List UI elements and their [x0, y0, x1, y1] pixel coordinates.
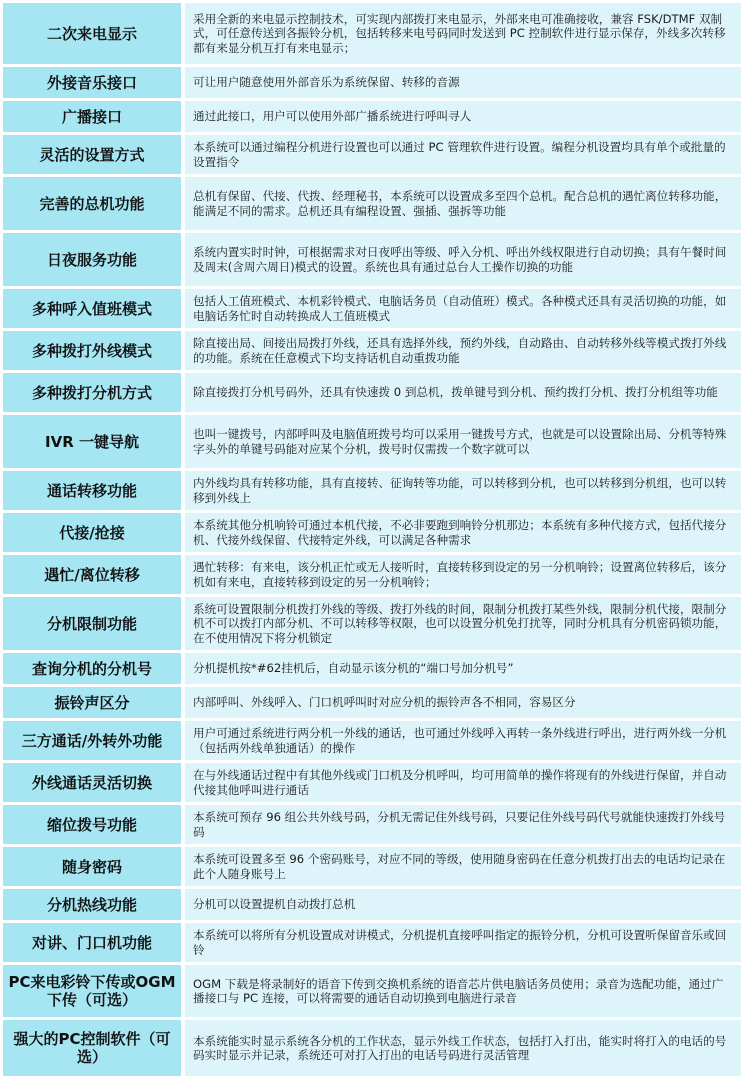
- feature-name: 对讲、门口机功能: [3, 923, 181, 962]
- feature-name: 分机热线功能: [3, 889, 181, 920]
- feature-name: 外接音乐接口: [3, 67, 181, 98]
- feature-description: 包括人工值班模式、本机彩铃模式、电脑话务员（自动值班）模式。各种模式还具有灵活切换的功能，如电脑话务忙时自动转换成人工值班模式: [185, 289, 741, 328]
- feature-description: 分机可以设置提机自动拨打总机: [185, 889, 741, 920]
- feature-description: 可让用户随意使用外部音乐为系统保留、转移的音源: [185, 67, 741, 98]
- feature-name: 三方通话/外转外功能: [3, 721, 181, 760]
- feature-description: 在与外线通话过程中有其他外线或门口机及分机呼叫，均可用简单的操作将现有的外线进行保留，并自动代接其他呼叫进行通话: [185, 763, 741, 802]
- feature-name: 强大的PC控制软件（可选）: [3, 1020, 181, 1076]
- feature-description: 用户可通过系统进行两分机一外线的通话，也可通过外线呼入再转一条外线进行呼出，进行两外线一分机（包括两外线单独通话）的操作: [185, 721, 741, 760]
- feature-name: 通话转移功能: [3, 471, 181, 510]
- feature-description: 本系统可设置多至 96 个密码账号，对应不同的等级，使用随身密码在任意分机拨打出去的电话均记录在此个人随身账号上: [185, 847, 741, 886]
- feature-name: 分机限制功能: [3, 597, 181, 650]
- feature-name: 日夜服务功能: [3, 233, 181, 286]
- feature-description: 除直接拨打分机号码外，还具有快速拨 0 到总机，拨单键号到分机、预约拨打分机、拨打分机组等功能: [185, 373, 741, 412]
- feature-description: 总机有保留、代接、代拨、经理秘书，本系统可以设置成多至四个总机。配合总机的遇忙离位转移功能，能满足不同的需求。总机还具有编程设置、强插、强拆等功能: [185, 177, 741, 230]
- feature-description: 本系统可预存 96 组公共外线号码，分机无需记住外线号码，只要记住外线号码代号就能快速拨打外线号码: [185, 805, 741, 844]
- feature-description: 内部呼叫、外线呼入、门口机呼叫时对应分机的振铃声各不相同，容易区分: [185, 687, 741, 718]
- feature-name: 多种拨打外线模式: [3, 331, 181, 370]
- feature-description: 本系统能实时显示系统各分机的工作状态，显示外线工作状态，包括打入打出，能实时将打入的电话的号码实时显示并记录，系统还可对打入打出的电话号码进行灵活管理: [185, 1020, 741, 1076]
- feature-description: 采用全新的来电显示控制技术，可实现内部拨打来电显示，外部来电可准确接收，兼容 FSK/DTMF 双制式，可任意传送到各振铃分机，包括转移来电号码同时发送到 PC 控制软件进行显示保存，外线多次转移都有来显分机互打有来电显示；: [185, 3, 741, 64]
- feature-name: 二次来电显示: [3, 3, 181, 64]
- feature-name: 外线通话灵活切换: [3, 763, 181, 802]
- feature-description: 系统内置实时时钟，可根据需求对日夜呼出等级、呼入分机、呼出外线权限进行自动切换；具有午餐时间及周末(含周六周日)模式的设置。系统也具有通过总台人工操作切换的功能: [185, 233, 741, 286]
- feature-name: 代接/抢接: [3, 513, 181, 552]
- feature-name: 多种呼入值班模式: [3, 289, 181, 328]
- feature-name: 振铃声区分: [3, 687, 181, 718]
- feature-description: 通过此接口，用户可以使用外部广播系统进行呼叫寻人: [185, 101, 741, 132]
- feature-name: 查询分机的分机号: [3, 653, 181, 684]
- feature-name: 缩位拨号功能: [3, 805, 181, 844]
- feature-description: 本系统可以将所有分机设置成对讲模式，分机提机直接呼叫指定的振铃分机，分机可设置听保留音乐或回铃: [185, 923, 741, 962]
- feature-description: 分机提机按*#62挂机后，自动显示该分机的“端口号加分机号”: [185, 653, 741, 684]
- feature-description: OGM 下载是将录制好的语音下传到交换机系统的语音芯片供电脑话务员使用；录音为选配功能，通过广播接口与 PC 连接，可以将需要的通话自动切换到电脑进行录音: [185, 965, 741, 1017]
- feature-description: 本系统可以通过编程分机进行设置也可以通过 PC 管理软件进行设置。编程分机设置均具有单个或批量的设置指令: [185, 135, 741, 174]
- feature-name: 随身密码: [3, 847, 181, 886]
- feature-name: PC来电彩铃下传或OGM下传（可选）: [3, 965, 181, 1017]
- feature-description: 系统可设置限制分机拨打外线的等级、拨打外线的时间，限制分机拨打某些外线，限制分机代接，限制分机不可以拨打内部分机、不可以转移等权限，也可以设置分机免打扰等，同时分机具有分机密码锁功能，在不使用情况下将分机锁定: [185, 597, 741, 650]
- feature-description: 也叫一键拨号，内部呼叫及电脑值班拨号均可以采用一键拨号方式，也就是可以设置除出局、分机等特殊字头外的单键号码能对应某个分机，拨号时仅需拨一个数字就可以: [185, 415, 741, 468]
- feature-name: 完善的总机功能: [3, 177, 181, 230]
- feature-description: 本系统其他分机响铃可通过本机代接，不必非要跑到响铃分机那边；本系统有多种代接方式，包括代接分机、代接外线保留、代接特定外线，可以满足各种需求: [185, 513, 741, 552]
- feature-description: 内外线均具有转移功能，具有直接转、征询转等功能，可以转移到分机，也可以转移到分机组，也可以转移到外线上: [185, 471, 741, 510]
- feature-name: IVR 一键导航: [3, 415, 181, 468]
- feature-description: 除直接出局、间接出局拨打外线，还具有选择外线，预约外线，自动路由、自动转移外线等模式拨打外线的功能。系统在任意模式下均支持话机自动重拨功能: [185, 331, 741, 370]
- feature-description: 遇忙转移：有来电，该分机正忙或无人接听时，直接转移到设定的另一分机响铃；设置离位转移后，该分机如有来电，直接转移到设定的另一分机响铃；: [185, 555, 741, 594]
- feature-name: 遇忙/离位转移: [3, 555, 181, 594]
- feature-name: 灵活的设置方式: [3, 135, 181, 174]
- feature-name: 广播接口: [3, 101, 181, 132]
- feature-name: 多种拨打分机方式: [3, 373, 181, 412]
